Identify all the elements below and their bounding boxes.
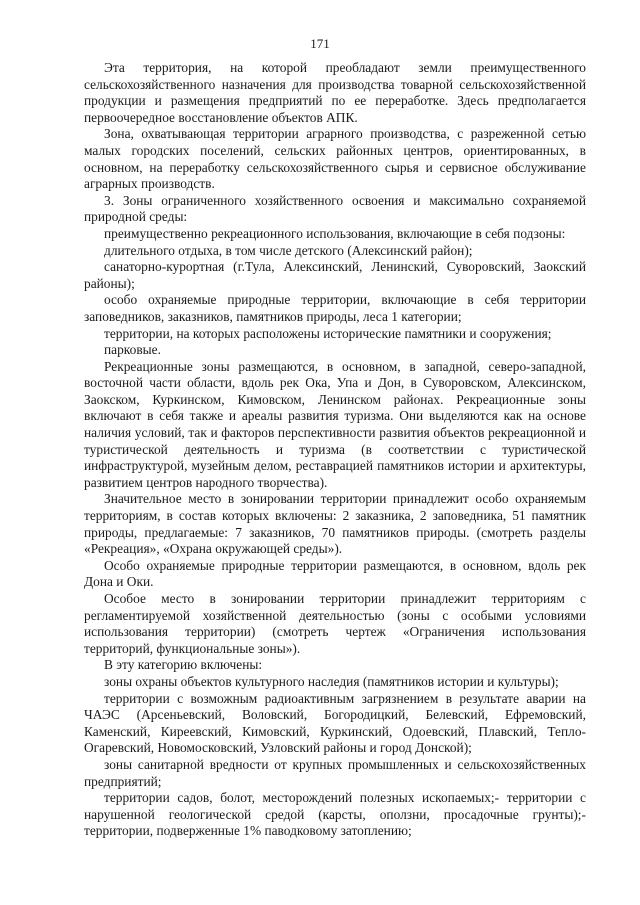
- list-item-sanatorium: санаторно-курортная (г.Тула, Алексинский, Ленинский, Суворовский, Заокский районы);: [84, 259, 586, 291]
- list-item-historic-monuments: территории, на которых расположены исторические памятники и сооружения;: [104, 325, 552, 341]
- list-item-parks: парковые.: [104, 342, 161, 358]
- list-item-sanitary-zones: зоны санитарной вредности от крупных промышленных и сельскохозяйственных предприятий;: [84, 756, 586, 789]
- paragraph-protected-territories: Значительное место в зонировании территории принадлежит особо охраняемым территориям, в состав которых включены: 2 заказника, 2 заповедника, 51 памятник природы, предлагаемые: 7 заказников, 70 памятников природы. (смотреть разделы «Рекреация», «Охрана окружающей среды»).: [84, 491, 586, 557]
- list-item-long-rest: длительного отдыха, в том числе детского (Алексинский район);: [104, 242, 473, 258]
- page-number: 171: [310, 36, 330, 51]
- list-item-protected-areas: особо охраняемые природные территории, включающие в себя территории заповедников, заказников, памятников природы, леса 1 категории;: [84, 292, 586, 324]
- paragraph-zone-3-heading: 3. Зоны ограниченного хозяйственного освоения и максимально сохраняемой природной среды:: [84, 192, 586, 225]
- paragraph-agrarian-zone: Зона, охватывающая территории аграрного производства, с разреженной сетью малых городских поселений, сельских районных центров, ориентированных, в основном, на переработку сельскохозяйственного сырья и сервисное обслуживание аграрных производств.: [84, 126, 586, 192]
- paragraph-don-oka: Особо охраняемые природные территории размещаются, в основном, вдоль рек Дона и Оки.: [84, 557, 586, 590]
- list-item-recreational-use: преимущественно рекреационного использования, включающие в себя подзоны:: [104, 225, 566, 241]
- document-body: [84, 60, 586, 840]
- list-item-gardens-swamps-floods: территории садов, болот, месторождений полезных ископаемых;- территории с нарушенной геологической средой (карсты, оползни, просадочные грунты);- территории, подверженные 1% паводковому затоплению;: [84, 790, 586, 839]
- paragraph-category-intro: В эту категорию включены:: [104, 657, 263, 673]
- paragraph-regulated-activity: Особое место в зонировании территории принадлежит территориям с регламентируемой хозяйственной деятельностью (зоны с особыми условиями использования территории) (смотреть чертеж «Ограничения использования территорий, функциональные зоны»).: [84, 591, 586, 656]
- paragraph-recreational-zones: Рекреационные зоны размещаются, в основном, в западной, северо-западной, восточной части области, вдоль рек Ока, Упа и Дон, в Суворовском, Алексинском, Заокском, Куркинском, Кимовском, Ленинском районах. Рекреационные зоны включают в себя также и ареалы развития туризма. Они выделяются как на основе наличия условий, так и факторов перспективности развития объектов рекреационной и туристической деятельность и туризма (в соответствии с туристической инфраструктурой, музейным делом, реставрацией памятников истории и архитектуры, развитием центров народного творчества).: [84, 358, 586, 490]
- list-item-chernobyl-contamination: территории с возможным радиоактивным загрязнением в результате аварии на ЧАЭС (Арсеньевский, Воловский, Богородицкий, Белевский, Ефремовский, Каменский, Киреевский, Кимовский, Куркинский, Одоевский, Плавский, Тепло-Огаревский, Новомосковский, Узловский районы и город Донской);: [84, 690, 586, 756]
- list-item-cultural-heritage: зоны охраны объектов культурного наследия (памятников истории и культуры);: [104, 673, 559, 689]
- paragraph-apk-territory: Эта территория, на которой преобладают земли преимущественного сельскохозяйственного назначения для производства товарной сельскохозяйственной продукции и размещения предприятий по ее переработке. Здесь предполагается первоочередное восстановление объектов АПК.: [84, 60, 586, 125]
